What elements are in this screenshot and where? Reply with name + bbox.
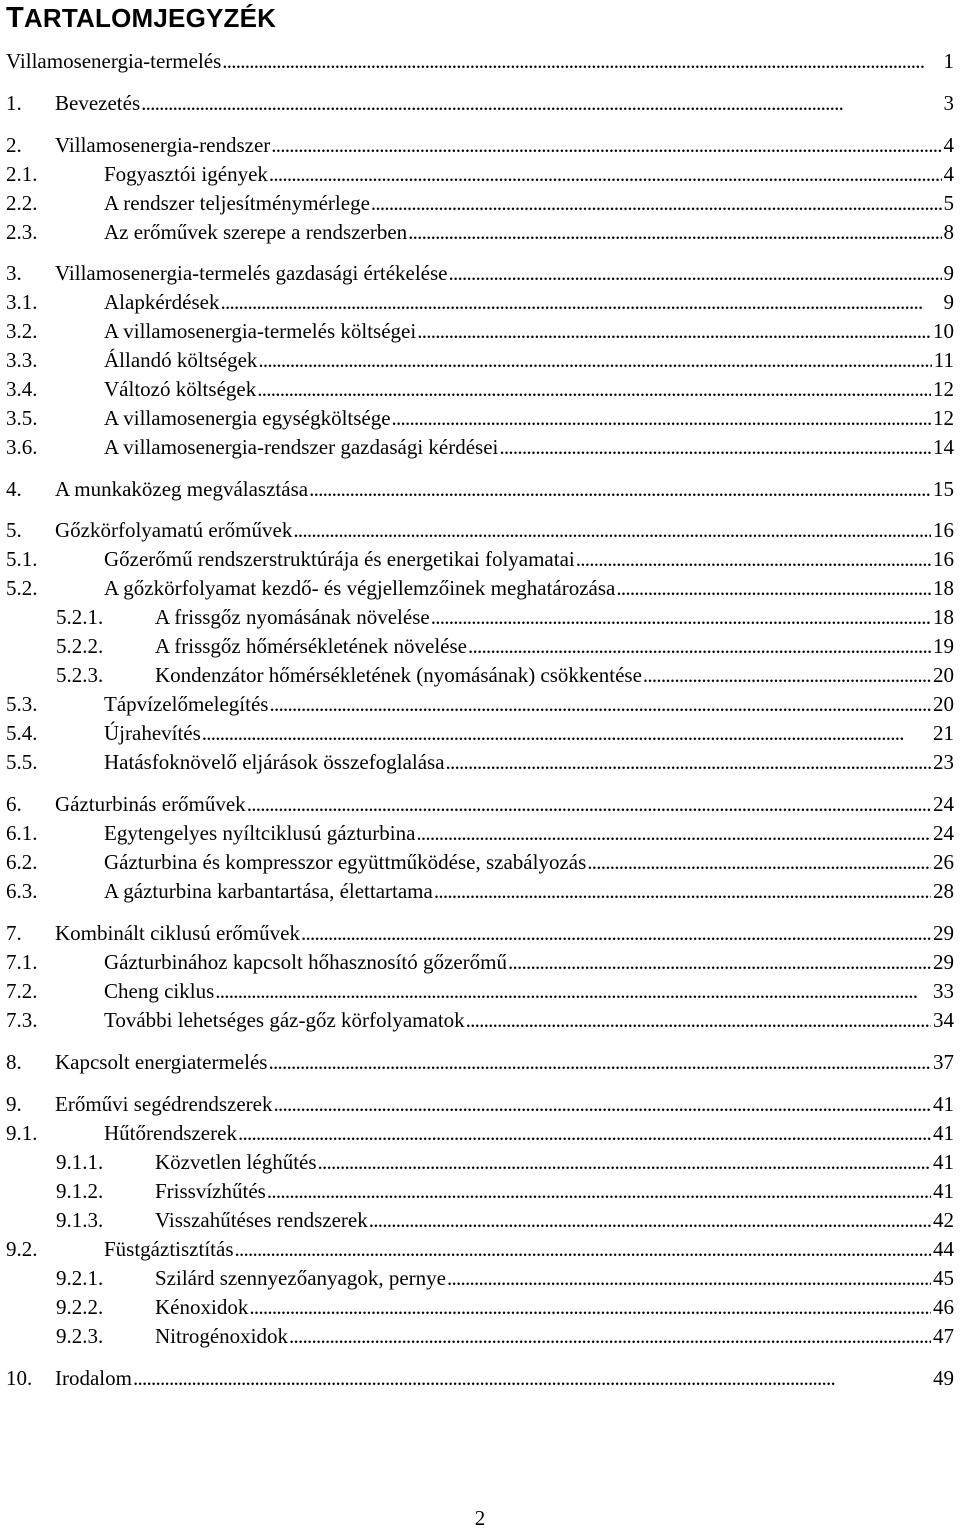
toc-entry[interactable] <box>0 790 960 818</box>
toc-leader-dots <box>508 948 931 976</box>
toc-entry-page: 34 <box>933 1008 954 1032</box>
toc-entry[interactable] <box>0 919 960 947</box>
toc-entry-label: Alapkérdések <box>104 290 220 314</box>
toc-entry-number: 5.2.1. <box>56 605 104 629</box>
toc-entry-number: 7. <box>6 921 22 945</box>
toc-leader-dots <box>222 47 941 75</box>
toc-leader-dots <box>268 1048 931 1076</box>
toc-entry[interactable] <box>0 632 960 660</box>
toc-entry[interactable] <box>0 690 960 718</box>
toc-entry-label: Villamosenergia-rendszer <box>55 133 271 157</box>
toc-entry[interactable] <box>0 1206 960 1234</box>
toc-entry-label: Újrahevítés <box>104 721 201 745</box>
toc-entry[interactable] <box>0 1090 960 1118</box>
toc-leader-dots <box>392 404 931 432</box>
toc-entry-number: 3.6. <box>6 435 38 459</box>
toc-leader-dots <box>449 259 942 287</box>
toc-entry-page: 45 <box>933 1266 954 1290</box>
toc-leader-dots <box>257 375 931 403</box>
toc-entry-number: 3.4. <box>6 377 38 401</box>
toc-entry-number: 1. <box>6 91 22 115</box>
toc-entry-label: Kénoxidok <box>155 1295 249 1319</box>
toc-entry[interactable] <box>0 131 960 159</box>
toc-entry[interactable] <box>0 748 960 776</box>
toc-entry-number: 7.3. <box>6 1008 38 1032</box>
toc-entry-number: 5.2.2. <box>56 634 104 658</box>
toc-entry-number: 5.1. <box>6 547 38 571</box>
toc-entry[interactable] <box>0 1322 960 1350</box>
toc-entry-page: 26 <box>933 850 954 874</box>
toc-leader-dots <box>289 1322 931 1350</box>
toc-leader-dots <box>238 1119 931 1147</box>
toc-entry-page: 16 <box>933 547 954 571</box>
toc-entry-page: 9 <box>943 290 954 314</box>
toc-entry-number: 10. <box>6 1366 33 1390</box>
toc-entry-label: Villamosenergia-termelés <box>6 49 222 73</box>
toc-entry-page: 5 <box>943 191 954 215</box>
toc-entry-label: Kombinált ciklusú erőművek <box>55 921 300 945</box>
toc-entry[interactable] <box>0 848 960 876</box>
toc-leader-dots <box>447 1264 931 1292</box>
toc-entry[interactable] <box>0 948 960 976</box>
toc-entry[interactable] <box>0 977 960 1005</box>
toc-entry-page: 16 <box>933 518 954 542</box>
toc-entry[interactable] <box>0 346 960 374</box>
toc-entry[interactable] <box>0 516 960 544</box>
toc-entry-label: Változó költségek <box>104 377 257 401</box>
toc-entry-number: 5.4. <box>6 721 38 745</box>
toc-entry-number: 5.3. <box>6 692 38 716</box>
toc-leader-dots <box>301 919 931 947</box>
toc-entry-label: Szilárd szennyezőanyagok, pernye <box>155 1266 446 1290</box>
toc-entry-label: Gázturbina és kompresszor együttműködése, szabályozás <box>104 850 587 874</box>
toc-entry-number: 9.2. <box>6 1237 38 1261</box>
toc-entry-label: Állandó költségek <box>104 348 258 372</box>
toc-heading-rest: ARTALOMJEGYZÉK <box>23 3 277 33</box>
toc-entry[interactable] <box>0 47 960 75</box>
toc-entry-label: Visszahűtéses rendszerek <box>155 1208 368 1232</box>
toc-leader-dots <box>576 545 931 573</box>
toc-entry[interactable] <box>0 259 960 287</box>
toc-entry-number: 2.2. <box>6 191 38 215</box>
toc-entry-page: 19 <box>933 634 954 658</box>
toc-entry-page: 9 <box>943 261 954 285</box>
page-number: 2 <box>474 1506 486 1530</box>
toc-entry[interactable] <box>0 1119 960 1147</box>
toc-entry-label: Kapcsolt energiatermelés <box>55 1050 268 1074</box>
toc-entry-number: 9.1.2. <box>56 1179 104 1203</box>
toc-leader-dots <box>271 131 941 159</box>
toc-leader-dots <box>466 1006 931 1034</box>
toc-leader-dots <box>247 790 931 818</box>
toc-entry[interactable] <box>0 1293 960 1321</box>
toc-entry-label: A frissgőz nyomásának növelése <box>155 605 430 629</box>
toc-entry-label: Füstgáztisztítás <box>104 1237 234 1261</box>
toc-entry-page: 15 <box>933 477 954 501</box>
toc-leader-dots <box>215 977 931 1005</box>
toc-entry-page: 29 <box>933 921 954 945</box>
toc-entry[interactable] <box>0 1364 960 1392</box>
toc-entry-label: Gőzerőmű rendszerstruktúrája és energetikai folyamatai <box>104 547 575 571</box>
toc-leader-dots <box>309 475 931 503</box>
toc-entry[interactable] <box>0 475 960 503</box>
toc-entry-number: 6.2. <box>6 850 38 874</box>
toc-entry-page: 41 <box>933 1092 954 1116</box>
toc-entry[interactable] <box>0 1006 960 1034</box>
toc-entry-number: 2.1. <box>6 162 38 186</box>
toc-entry-number: 5.2.3. <box>56 663 104 687</box>
toc-entry-page: 47 <box>933 1324 954 1348</box>
toc-entry-number: 7.2. <box>6 979 38 1003</box>
toc-entry-label: A rendszer teljesítménymérlege <box>104 191 370 215</box>
toc-entry-label: Frissvízhűtés <box>155 1179 266 1203</box>
toc-entry-label: Cheng ciklus <box>104 979 215 1003</box>
toc-leader-dots <box>267 1177 931 1205</box>
toc-entry-number: 9.2.1. <box>56 1266 104 1290</box>
toc-entry[interactable] <box>0 1264 960 1292</box>
toc-entry-page: 41 <box>933 1150 954 1174</box>
toc-leader-dots <box>499 433 931 461</box>
toc-entry[interactable] <box>0 719 960 747</box>
toc-entry[interactable] <box>0 661 960 689</box>
toc-leader-dots <box>408 218 941 246</box>
toc-entry-page: 24 <box>933 792 954 816</box>
toc-entry-page: 33 <box>933 979 954 1003</box>
toc-entry[interactable] <box>0 160 960 188</box>
toc-leader-dots <box>235 1235 932 1263</box>
toc-entry-label: Az erőművek szerepe a rendszerben <box>104 220 408 244</box>
toc-entry-page: 41 <box>933 1121 954 1145</box>
toc-entry-page: 29 <box>933 950 954 974</box>
toc-entry-page: 41 <box>933 1179 954 1203</box>
toc-entry-label: A villamosenergia-termelés költségei <box>104 319 417 343</box>
toc-entry-label: Erőművi segédrendszerek <box>55 1092 273 1116</box>
toc-leader-dots <box>269 690 931 718</box>
toc-entry[interactable] <box>0 433 960 461</box>
toc-entry-number: 3. <box>6 261 22 285</box>
toc-entry-number: 5.2. <box>6 576 38 600</box>
toc-leader-dots <box>643 661 931 689</box>
toc-leader-dots <box>202 719 931 747</box>
toc-entry-label: Hatásfoknövelő eljárások összefoglalása <box>104 750 445 774</box>
toc-entry-number: 2. <box>6 133 22 157</box>
toc-entry-page: 42 <box>933 1208 954 1232</box>
toc-entry[interactable] <box>0 819 960 847</box>
toc-leader-dots <box>431 603 931 631</box>
toc-entry-page: 20 <box>933 692 954 716</box>
toc-entry-number: 6.1. <box>6 821 38 845</box>
toc-entry-label: Nitrogénoxidok <box>155 1324 288 1348</box>
toc-entry-label: Gőzkörfolyamatú erőművek <box>55 518 293 542</box>
toc-leader-dots <box>274 1090 932 1118</box>
toc-entry-page: 18 <box>933 576 954 600</box>
toc-entry-number: 9.1.3. <box>56 1208 104 1232</box>
toc-entry-page: 4 <box>943 133 954 157</box>
toc-entry-page: 3 <box>943 91 954 115</box>
toc-entry-page: 46 <box>933 1295 954 1319</box>
toc-entry-page: 11 <box>933 348 954 372</box>
toc-leader-dots <box>369 1206 931 1234</box>
toc-leader-dots <box>258 346 931 374</box>
toc-entry-number: 9.1.1. <box>56 1150 104 1174</box>
toc-entry-page: 18 <box>933 605 954 629</box>
toc-entry-page: 23 <box>933 750 954 774</box>
toc-entry-label: A gázturbina karbantartása, élettartama <box>104 879 433 903</box>
toc-entry[interactable] <box>0 404 960 432</box>
toc-entry-page: 10 <box>933 319 954 343</box>
toc-entry-page: 44 <box>933 1237 954 1261</box>
toc-entry-number: 5.5. <box>6 750 38 774</box>
toc-entry-number: 9. <box>6 1092 22 1116</box>
toc-entry-page: 20 <box>933 663 954 687</box>
toc-leader-dots <box>434 877 931 905</box>
toc-entry-number: 3.2. <box>6 319 38 343</box>
toc-heading-initial: T <box>6 2 24 34</box>
toc-entry-page: 12 <box>933 377 954 401</box>
toc-entry-label: Közvetlen léghűtés <box>155 1150 317 1174</box>
toc-leader-dots <box>293 516 931 544</box>
toc-entry-number: 3.3. <box>6 348 38 372</box>
toc-entry-number: 9.2.3. <box>56 1324 104 1348</box>
toc-entry-number: 3.5. <box>6 406 38 430</box>
toc-entry[interactable] <box>0 288 960 316</box>
toc-entry[interactable] <box>0 1177 960 1205</box>
toc-entry-number: 9.1. <box>6 1121 38 1145</box>
toc-entry-page: 8 <box>943 220 954 244</box>
toc-entry[interactable] <box>0 375 960 403</box>
toc-entry[interactable] <box>0 1148 960 1176</box>
toc-leader-dots <box>417 317 931 345</box>
toc-leader-dots <box>468 632 931 660</box>
toc-entry[interactable] <box>0 574 960 602</box>
toc-entry-page: 1 <box>943 49 954 73</box>
toc-entry-label: A villamosenergia-rendszer gazdasági kérdései <box>104 435 499 459</box>
toc-leader-dots <box>220 288 941 316</box>
toc-leader-dots <box>318 1148 931 1176</box>
toc-entry-label: Hűtőrendszerek <box>104 1121 237 1145</box>
toc-entry[interactable] <box>0 545 960 573</box>
toc-entry-label: Gázturbinás erőművek <box>55 792 246 816</box>
toc-entry[interactable] <box>0 89 960 117</box>
toc-entry-page: 28 <box>933 879 954 903</box>
toc-entry-number: 2.3. <box>6 220 38 244</box>
toc-entry-label: Bevezetés <box>55 91 141 115</box>
toc-entry[interactable] <box>0 1048 960 1076</box>
toc-entry-page: 21 <box>933 721 954 745</box>
toc-entry-label: Irodalom <box>55 1366 132 1390</box>
toc-entry-number: 3.1. <box>6 290 38 314</box>
toc-leader-dots <box>446 748 931 776</box>
toc-entry[interactable] <box>0 603 960 631</box>
toc-entry-page: 4 <box>943 162 954 186</box>
toc-entry-label: A munkaközeg megválasztása <box>55 477 309 501</box>
toc-entry-number: 5. <box>6 518 22 542</box>
toc-leader-dots <box>416 819 931 847</box>
toc-entry-label: Kondenzátor hőmérsékletének (nyomásának) csökkentése <box>155 663 642 687</box>
toc-entry-page: 49 <box>933 1366 954 1390</box>
toc-entry-number: 4. <box>6 477 22 501</box>
toc-entry-label: Tápvízelőmelegítés <box>104 692 269 716</box>
toc-leader-dots <box>141 89 941 117</box>
toc-leader-dots <box>371 189 942 217</box>
toc-entry-label: Egytengelyes nyíltciklusú gázturbina <box>104 821 416 845</box>
toc-entry-label: A villamosenergia egységköltsége <box>104 406 391 430</box>
toc-entry-label: A frissgőz hőmérsékletének növelése <box>155 634 467 658</box>
toc-entry-label: További lehetséges gáz-gőz körfolyamatok <box>104 1008 465 1032</box>
toc-entry-number: 6. <box>6 792 22 816</box>
toc-leader-dots <box>133 1364 931 1392</box>
toc-entry-page: 37 <box>933 1050 954 1074</box>
toc-entry[interactable] <box>0 317 960 345</box>
toc-leader-dots <box>269 160 942 188</box>
toc-entry-page: 12 <box>933 406 954 430</box>
toc-entry-label: Villamosenergia-termelés gazdasági értékelése <box>55 261 448 285</box>
toc-entry-number: 6.3. <box>6 879 38 903</box>
toc-entry-label: Fogyasztói igények <box>104 162 268 186</box>
toc-entry[interactable] <box>0 1235 960 1263</box>
toc-entry[interactable] <box>0 877 960 905</box>
toc-entry[interactable] <box>0 218 960 246</box>
toc-entry-number: 8. <box>6 1050 22 1074</box>
toc-entry[interactable] <box>0 189 960 217</box>
toc-entry-label: A gőzkörfolyamat kezdő- és végjellemzőinek meghatározása <box>104 576 616 600</box>
toc-entry-label: Gázturbinához kapcsolt hőhasznosító gőzerőmű <box>104 950 507 974</box>
toc-entry-number: 9.2.2. <box>56 1295 104 1319</box>
toc-leader-dots <box>249 1293 931 1321</box>
toc-leader-dots <box>587 848 931 876</box>
toc-entry-number: 7.1. <box>6 950 38 974</box>
toc-entry-page: 14 <box>933 435 954 459</box>
toc-leader-dots <box>616 574 931 602</box>
toc-entry-page: 24 <box>933 821 954 845</box>
